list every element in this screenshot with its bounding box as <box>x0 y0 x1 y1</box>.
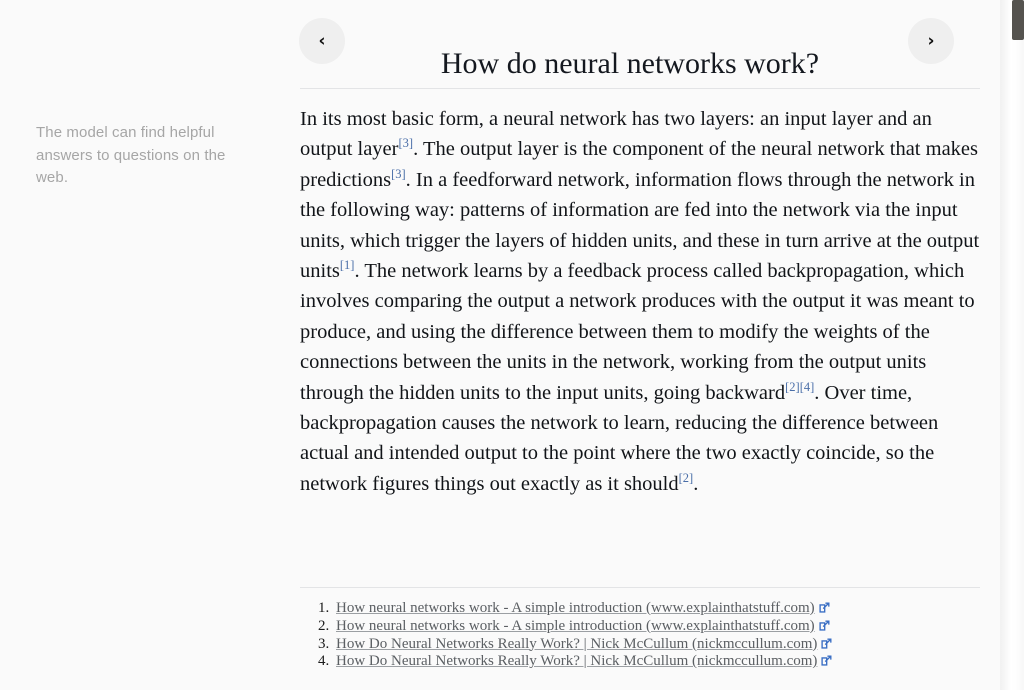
sidebar <box>0 0 280 690</box>
citation-reference[interactable]: [3] <box>398 136 414 151</box>
citation-reference[interactable]: [2] <box>678 471 694 486</box>
sidebar-hint-text: The model can find helpful answers to questions on the web. <box>36 124 226 186</box>
next-question-button[interactable] <box>908 18 954 64</box>
reference-item <box>333 653 980 671</box>
main-content <box>280 0 1000 690</box>
chevron-right-icon: › <box>927 30 935 51</box>
citation-reference[interactable]: [1] <box>339 258 355 273</box>
references-divider <box>300 587 980 588</box>
previous-question-button[interactable] <box>299 18 345 64</box>
external-link-icon[interactable] <box>819 602 830 613</box>
vertical-scrollbar-track[interactable] <box>1000 0 1024 690</box>
chevron-left-icon: ‹ <box>318 30 326 51</box>
citation-reference[interactable]: [3] <box>391 166 406 181</box>
answer-paragraph: In its most basic form, a neural network has two layers: an input layer and an output layer[3]. The output layer is the component of the neural network that makes predictions[3]. In a feedforward network, information flows through the network in the following way: patterns of information are fed into the network via the input units, which trigger the layers of hidden units, and these in turn arrive at the output units[1]. The network learns by a feedback process called backpropagation, which involves comparing the output a network produces with the output it was meant to produce, and using the difference between them to modify the weights of the connections between the units in the network, working from the output units through the hidden units to the input units, going backward[2][4]. Over time, backpropagation causes the network to learn, reducing the difference between actual and intended output to the point where the two exactly coincide, so the network figures things out exactly as it should[2]. <box>300 108 980 495</box>
vertical-scrollbar-thumb[interactable] <box>1012 0 1024 40</box>
reference-link[interactable]: How Do Neural Networks Really Work? | Nick McCullum (nickmccullum.com) <box>336 653 818 670</box>
reference-link[interactable]: How neural networks work - A simple introduction (www.explainthatstuff.com) <box>336 617 815 634</box>
reference-link[interactable]: How neural networks work - A simple introduction (www.explainthatstuff.com) <box>336 600 815 616</box>
reference-link[interactable]: How Do Neural Networks Really Work? | Nick McCullum (nickmccullum.com) <box>336 635 818 652</box>
reference-item <box>333 636 980 654</box>
citation-reference[interactable]: [2] <box>785 379 800 394</box>
header-divider <box>300 88 980 89</box>
external-link-icon[interactable] <box>821 655 832 666</box>
references-list <box>300 600 980 671</box>
page-title: How do neural networks work? <box>440 47 820 81</box>
reference-item <box>333 600 980 618</box>
external-link-icon[interactable] <box>821 638 832 649</box>
header <box>280 0 1000 88</box>
reference-item <box>333 618 980 636</box>
citation-reference[interactable]: [4] <box>799 379 815 394</box>
external-link-icon[interactable] <box>819 620 830 631</box>
